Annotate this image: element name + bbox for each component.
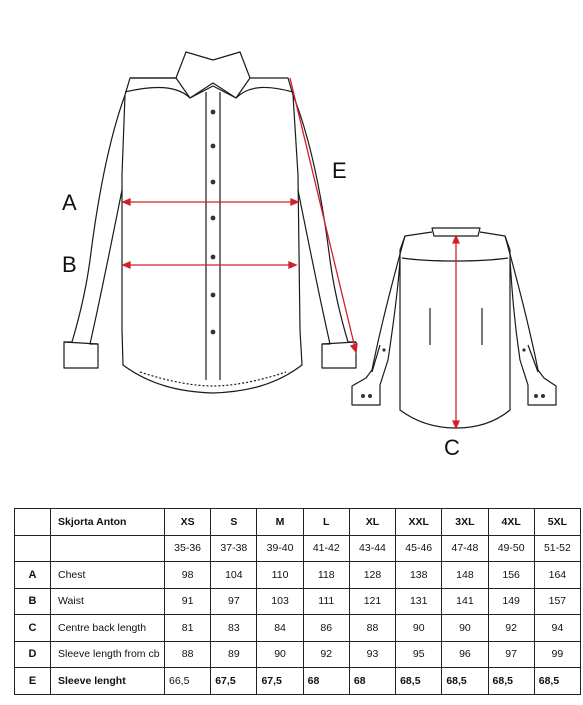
value-cell: 141 <box>442 588 488 615</box>
size-header: 3XL <box>442 509 488 536</box>
value-cell: 88 <box>349 615 395 642</box>
value-cell: 89 <box>211 641 257 668</box>
neck-size-cell: 51-52 <box>534 535 580 562</box>
shirt-back-drawing <box>352 228 556 428</box>
value-cell: 88 <box>165 641 211 668</box>
neck-size-cell: 39-40 <box>257 535 303 562</box>
measure-row-centre-back <box>15 615 581 642</box>
product-name: Skjorta Anton <box>51 509 165 536</box>
value-cell: 90 <box>257 641 303 668</box>
measure-row-sleeve-cb <box>15 641 581 668</box>
value-cell: 66,5 <box>165 668 211 695</box>
neck-size-row <box>15 535 581 562</box>
value-cell: 68 <box>349 668 395 695</box>
row-label: Chest <box>51 562 165 589</box>
size-table <box>14 508 581 695</box>
row-label: Centre back length <box>51 615 165 642</box>
row-letter: C <box>15 615 51 642</box>
neck-size-cell: 37-38 <box>211 535 257 562</box>
size-header: M <box>257 509 303 536</box>
value-cell: 96 <box>442 641 488 668</box>
value-cell: 128 <box>349 562 395 589</box>
value-cell: 67,5 <box>257 668 303 695</box>
neck-size-cell: 35-36 <box>165 535 211 562</box>
neck-size-cell: 41-42 <box>303 535 349 562</box>
value-cell: 103 <box>257 588 303 615</box>
row-letter: B <box>15 588 51 615</box>
size-header: S <box>211 509 257 536</box>
size-header: XXL <box>396 509 442 536</box>
row-letter: D <box>15 641 51 668</box>
label-a: A <box>62 190 77 215</box>
value-cell: 98 <box>165 562 211 589</box>
measure-row-waist <box>15 588 581 615</box>
value-cell: 84 <box>257 615 303 642</box>
value-cell: 90 <box>396 615 442 642</box>
label-c: C <box>444 435 460 460</box>
empty-cell <box>51 535 165 562</box>
value-cell: 93 <box>349 641 395 668</box>
value-cell: 68,5 <box>442 668 488 695</box>
row-letter: A <box>15 562 51 589</box>
label-b: B <box>62 252 77 277</box>
size-header-row <box>15 509 581 536</box>
size-header: L <box>303 509 349 536</box>
value-cell: 83 <box>211 615 257 642</box>
value-cell: 94 <box>534 615 580 642</box>
neck-size-cell: 47-48 <box>442 535 488 562</box>
neck-size-cell: 43-44 <box>349 535 395 562</box>
front-buttons <box>211 110 216 335</box>
value-cell: 95 <box>396 641 442 668</box>
corner-cell <box>15 509 51 536</box>
value-cell: 138 <box>396 562 442 589</box>
measure-row-sleeve <box>15 668 581 695</box>
size-header: 4XL <box>488 509 534 536</box>
row-label: Sleeve lenght <box>51 668 165 695</box>
value-cell: 99 <box>534 641 580 668</box>
value-cell: 97 <box>488 641 534 668</box>
value-cell: 121 <box>349 588 395 615</box>
empty-cell <box>15 535 51 562</box>
value-cell: 86 <box>303 615 349 642</box>
value-cell: 118 <box>303 562 349 589</box>
row-label: Waist <box>51 588 165 615</box>
value-cell: 131 <box>396 588 442 615</box>
value-cell: 97 <box>211 588 257 615</box>
value-cell: 67,5 <box>211 668 257 695</box>
value-cell: 68,5 <box>534 668 580 695</box>
value-cell: 149 <box>488 588 534 615</box>
neck-size-cell: 45-46 <box>396 535 442 562</box>
size-header: 5XL <box>534 509 580 536</box>
value-cell: 148 <box>442 562 488 589</box>
value-cell: 81 <box>165 615 211 642</box>
value-cell: 164 <box>534 562 580 589</box>
value-cell: 68,5 <box>488 668 534 695</box>
value-cell: 92 <box>488 615 534 642</box>
value-cell: 90 <box>442 615 488 642</box>
size-header: XS <box>165 509 211 536</box>
value-cell: 157 <box>534 588 580 615</box>
value-cell: 110 <box>257 562 303 589</box>
value-cell: 111 <box>303 588 349 615</box>
row-letter: E <box>15 668 51 695</box>
value-cell: 68,5 <box>396 668 442 695</box>
value-cell: 68 <box>303 668 349 695</box>
value-cell: 92 <box>303 641 349 668</box>
measure-row-chest <box>15 562 581 589</box>
measurement-lines <box>123 78 459 428</box>
neck-size-cell: 49-50 <box>488 535 534 562</box>
row-label: Sleeve length from cb <box>51 641 165 668</box>
value-cell: 104 <box>211 562 257 589</box>
size-header: XL <box>349 509 395 536</box>
value-cell: 156 <box>488 562 534 589</box>
shirt-front-drawing <box>64 52 356 393</box>
label-e: E <box>332 158 347 183</box>
value-cell: 91 <box>165 588 211 615</box>
